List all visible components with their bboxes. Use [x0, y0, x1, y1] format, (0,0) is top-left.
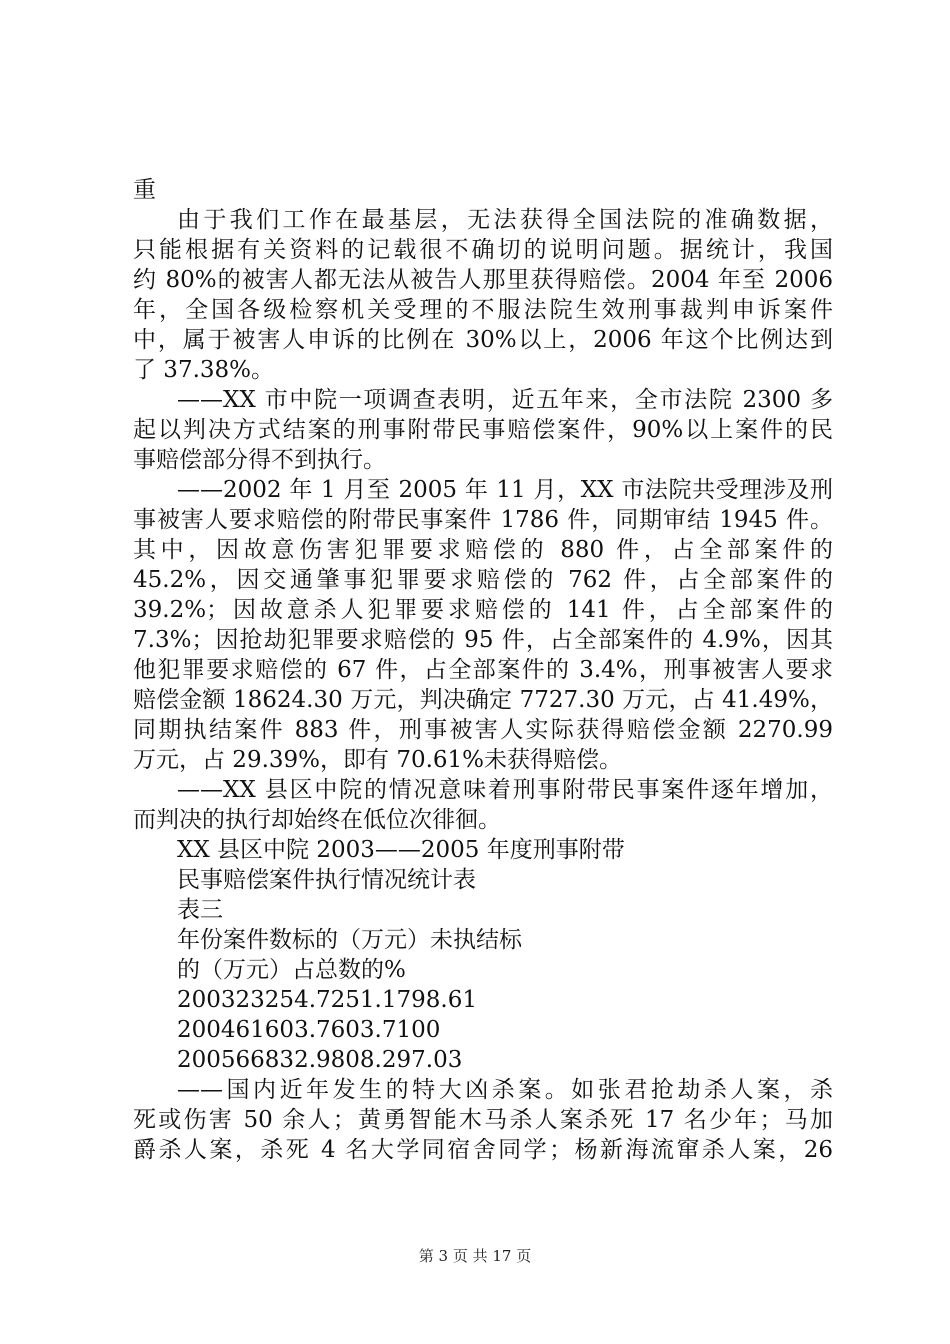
text-line: 赔偿金额 18624.30 万元，判决确定 7727.30 万元，占 41.49%， — [133, 687, 833, 713]
text-line: 而判决的执行却始终在低位次徘徊。 — [133, 807, 501, 833]
page-footer: 第 3 页 共 17 页 — [418, 1247, 532, 1265]
text-line: 爵杀人案，杀死 4 名大学同宿舍同学；杨新海流窜杀人案，26 — [133, 1137, 833, 1163]
document-body — [133, 175, 833, 1165]
text-line: 同期执结案件 883 件，刑事被害人实际获得赔偿金额 2270.99 — [133, 717, 833, 743]
text-line: 万元，占 29.39%，即有 70.61%未获得赔偿。 — [133, 747, 623, 773]
text-line: 200566832.9808.297.03 — [177, 1047, 463, 1073]
text-line: 死或伤害 50 余人；黄勇智能木马杀人案杀死 17 名少年；马加 — [133, 1107, 833, 1133]
text-line: 起以判决方式结案的刑事附带民事赔偿案件，90%以上案件的民 — [133, 417, 833, 443]
text-line: XX 县区中院 2003——2005 年度刑事附带 — [177, 837, 625, 863]
text-line: 39.2%；因故意杀人犯罪要求赔偿的 141 件，占全部案件的 — [133, 597, 833, 623]
text-line: ——XX 市中院一项调查表明，近五年来，全市法院 2300 多 — [177, 387, 833, 413]
text-line: 45.2%，因交通肇事犯罪要求赔偿的 762 件，占全部案件的 — [133, 567, 833, 593]
text-line: 年份案件数标的（万元）未执结标 — [177, 927, 522, 953]
text-line: 他犯罪要求赔偿的 67 件，占全部案件的 3.4%，刑事被害人要求 — [133, 657, 833, 683]
text-line: 中，属于被害人申诉的比例在 30%以上，2006 年这个比例达到 — [133, 327, 833, 353]
text-line: ——2002 年 1 月至 2005 年 11 月，XX 市法院共受理涉及刑 — [177, 477, 833, 503]
text-line: 了 37.38%。 — [133, 357, 275, 383]
text-line: 约 80%的被害人都无法从被告人那里获得赔偿。2004 年至 2006 — [133, 267, 833, 293]
text-line: 事被害人要求赔偿的附带民事案件 1786 件，同期审结 1945 件。 — [133, 507, 833, 533]
text-line: 的（万元）占总数的% — [177, 957, 406, 983]
text-line: 200461603.7603.7100 — [177, 1017, 441, 1043]
text-line: ——XX 县区中院的情况意味着刑事附带民事案件逐年增加， — [177, 777, 833, 803]
text-line: 由于我们工作在最基层，无法获得全国法院的准确数据， — [177, 207, 833, 233]
text-line: 7.3%；因抢劫犯罪要求赔偿的 95 件，占全部案件的 4.9%，因其 — [133, 627, 833, 653]
text-line: 民事赔偿案件执行情况统计表 — [177, 867, 476, 893]
text-line: 其中，因故意伤害犯罪要求赔偿的 880 件，占全部案件的 — [133, 537, 833, 563]
text-line: 200323254.7251.1798.61 — [177, 987, 477, 1013]
text-line: 事赔偿部分得不到执行。 — [133, 447, 386, 473]
text-line: 表三 — [177, 897, 223, 923]
text-line: 年，全国各级检察机关受理的不服法院生效刑事裁判申诉案件 — [133, 297, 833, 323]
text-line: 重 — [133, 177, 156, 203]
text-line: ——国内近年发生的特大凶杀案。如张君抢劫杀人案，杀 — [177, 1077, 833, 1103]
text-line: 只能根据有关资料的记载很不确切的说明问题。据统计，我国 — [133, 237, 833, 263]
